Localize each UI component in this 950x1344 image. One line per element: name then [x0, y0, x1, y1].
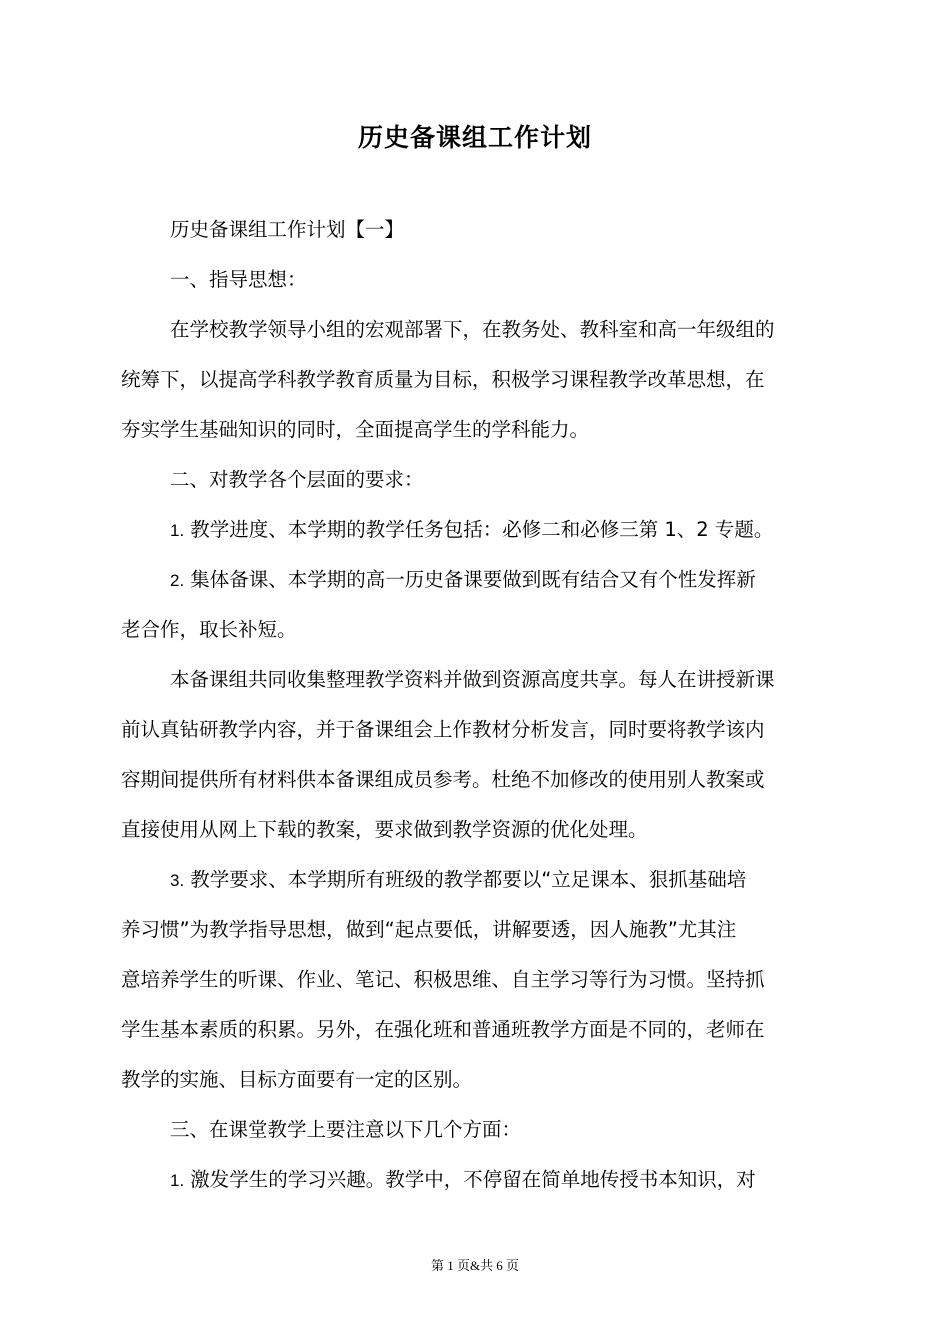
guiding-heading: 一、指导思想：: [170, 268, 307, 291]
list-item-text: 激发学生的学习兴趣。教学中，不停留在简单地传授书本知识，对: [190, 1168, 756, 1191]
document-title: 历史备课组工作计划: [357, 123, 592, 152]
section-heading: 历史备课组工作计划【一】: [170, 218, 405, 241]
list-item-1: [170, 515, 773, 546]
paragraph-line: 学生基本素质的积累。另外，在强化班和普通班教学方面是不同的，老师在: [121, 1018, 765, 1041]
paragraph-line: 意培养学生的听课、作业、笔记、积极思维、自主学习等行为习惯。坚持抓: [121, 968, 765, 991]
requirements-heading: 二、对教学各个层面的要求：: [170, 468, 424, 491]
paragraph-line: 直接使用从网上下载的教案，要求做到教学资源的优化处理。: [121, 818, 648, 841]
paragraph-line: 本备课组共同收集整理教学资料并做到资源高度共享。每人在讲授新课: [170, 668, 775, 691]
page-footer: 第 1 页&共 6 页: [430, 1258, 520, 1273]
paragraph-line: 教学的实施、目标方面要有一定的区别。: [121, 1068, 473, 1091]
paragraph-line: 容期间提供所有材料供本备课组成员参考。杜绝不加修改的使用别人教案或: [121, 768, 765, 791]
list-item-text: 教学进度、本学期的教学任务包括：必修二和必修三第 1、2 专题。: [190, 518, 774, 541]
paragraph-line: 老合作，取长补短。: [121, 618, 297, 641]
list-item-text: 集体备课、本学期的高一历史备课要做到既有结合又有个性发挥新: [190, 568, 756, 591]
classroom-heading: 三、在课堂教学上要注意以下几个方面：: [170, 1118, 522, 1141]
list-item-4: [170, 1165, 756, 1196]
paragraph-line: 统筹下，以提高学科教学教育质量为目标，积极学习课程教学改革思想，在: [121, 368, 765, 391]
list-number: 2.: [170, 571, 185, 590]
paragraph-line: 夯实学生基础知识的同时，全面提高学生的学科能力。: [121, 418, 590, 441]
list-number: 1.: [170, 1171, 185, 1190]
paragraph-line: 在学校教学领导小组的宏观部署下，在教务处、教科室和高一年级组的: [170, 318, 775, 341]
list-item-2: [170, 565, 756, 596]
list-item-3: [170, 865, 746, 896]
list-number: 1.: [170, 521, 185, 540]
list-number: 3.: [170, 871, 185, 890]
paragraph-line: 养习惯”为教学指导思想，做到“起点要低，讲解要透，因人施教”尤其注: [121, 918, 737, 941]
list-item-text: 教学要求、本学期所有班级的教学都要以“立足课本、狠抓基础培: [190, 868, 747, 891]
paragraph-line: 前认真钻研教学内容，并于备课组会上作教材分析发言，同时要将教学该内: [121, 718, 765, 741]
